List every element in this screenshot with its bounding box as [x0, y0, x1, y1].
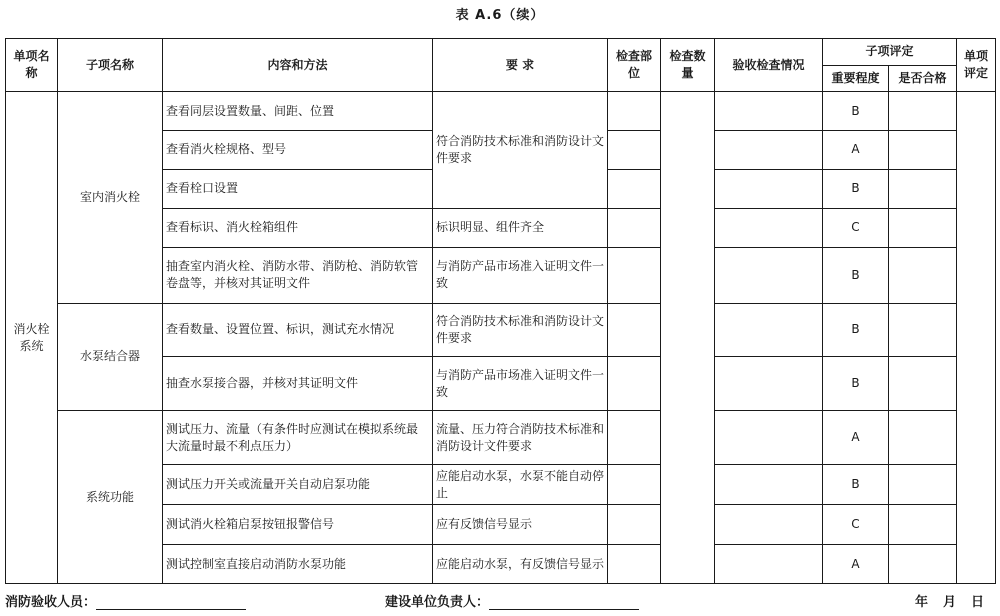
unit-name-cell: 消火栓系统 [6, 92, 58, 584]
header-requirement: 要 求 [433, 39, 608, 92]
inspector-signature-line[interactable] [96, 595, 246, 610]
qualified-cell [889, 92, 957, 131]
inspection-cell [715, 356, 823, 410]
requirement-cell: 应能启动水泵，水泵不能自动停止 [433, 465, 608, 505]
inspection-cell [715, 545, 823, 584]
requirement-cell: 符合消防技术标准和消防设计文件要求 [433, 303, 608, 356]
header-importance: 重要程度 [823, 65, 889, 92]
qualified-cell [889, 505, 957, 545]
requirement-cell: 符合消防技术标准和消防设计文件要求 [433, 92, 608, 209]
requirement-cell: 流量、压力符合消防技术标准和消防设计文件要求 [433, 411, 608, 465]
importance-cell: A [823, 545, 889, 584]
check-part-cell [608, 303, 661, 356]
header-unit-name: 单项名称 [6, 39, 58, 92]
content-cell: 测试消火栓箱启泵按钮报警信号 [163, 505, 433, 545]
inspection-cell [715, 465, 823, 505]
requirement-cell: 标识明显、组件齐全 [433, 208, 608, 247]
inspection-cell [715, 92, 823, 131]
qualified-cell [889, 356, 957, 410]
content-cell: 测试压力、流量（有条件时应测试在模拟系统最大流量时最不利点压力） [163, 411, 433, 465]
owner-label: 建设单位负责人： [385, 595, 490, 610]
check-part-cell [608, 505, 661, 545]
inspection-cell [715, 303, 823, 356]
header-sub-eval: 子项评定 [823, 39, 957, 66]
check-part-cell [608, 356, 661, 410]
content-cell: 查看数量、设置位置、标识，测试充水情况 [163, 303, 433, 356]
inspector-signature [5, 591, 246, 613]
content-cell: 抽查室内消火栓、消防水带、消防枪、消防软管卷盘等，并核对其证明文件 [163, 247, 433, 303]
qualified-cell [889, 303, 957, 356]
importance-cell: C [823, 505, 889, 545]
table-title: 表 A.6（续） [455, 8, 545, 23]
header-content: 内容和方法 [163, 39, 433, 92]
inspection-cell [715, 505, 823, 545]
header-sub-name: 子项名称 [58, 39, 163, 92]
content-cell: 查看栓口设置 [163, 169, 433, 208]
content-cell: 查看标识、消火栓箱组件 [163, 208, 433, 247]
importance-cell: A [823, 131, 889, 170]
content-cell: 测试压力开关或流量开关自动启泵功能 [163, 465, 433, 505]
qualified-cell [889, 169, 957, 208]
qualified-cell [889, 247, 957, 303]
check-part-cell [608, 169, 661, 208]
content-cell: 测试控制室直接启动消防水泵功能 [163, 545, 433, 584]
importance-cell: B [823, 465, 889, 505]
owner-signature [385, 591, 639, 613]
qualified-cell [889, 131, 957, 170]
owner-signature-line[interactable] [489, 595, 639, 610]
qualified-cell [889, 545, 957, 584]
inspector-label: 消防验收人员： [5, 595, 97, 610]
importance-cell: C [823, 208, 889, 247]
content-cell: 抽查水泵接合器，并核对其证明文件 [163, 356, 433, 410]
importance-cell: B [823, 247, 889, 303]
header-inspection: 验收检查情况 [715, 39, 823, 92]
header-check-part: 检查部位 [608, 39, 661, 92]
unit-eval-cell [957, 92, 996, 584]
importance-cell: B [823, 169, 889, 208]
inspection-cell [715, 208, 823, 247]
header-check-qty: 检查数量 [661, 39, 715, 92]
qualified-cell [889, 465, 957, 505]
importance-cell: B [823, 303, 889, 356]
check-qty-cell [661, 92, 715, 584]
qualified-cell [889, 208, 957, 247]
check-part-cell [608, 247, 661, 303]
group-name-indoor-hydrant: 室内消火栓 [58, 92, 163, 304]
date-field: 年 月 日 [915, 595, 986, 610]
importance-cell: B [823, 92, 889, 131]
inspection-cell [715, 131, 823, 170]
check-part-cell [608, 131, 661, 170]
requirement-cell: 应有反馈信号显示 [433, 505, 608, 545]
check-part-cell [608, 92, 661, 131]
importance-cell: B [823, 356, 889, 410]
group-name-pump-connector: 水泵结合器 [58, 303, 163, 410]
inspection-table [5, 38, 996, 584]
check-part-cell [608, 545, 661, 584]
inspection-cell [715, 169, 823, 208]
group-name-system-function: 系统功能 [58, 411, 163, 584]
qualified-cell [889, 411, 957, 465]
content-cell: 查看消火栓规格、型号 [163, 131, 433, 170]
header-unit-eval: 单项评定 [957, 39, 996, 92]
requirement-cell: 与消防产品市场准入证明文件一致 [433, 247, 608, 303]
content-cell: 查看同层设置数量、间距、位置 [163, 92, 433, 131]
inspection-cell [715, 247, 823, 303]
header-qualified: 是否合格 [889, 65, 957, 92]
requirement-cell: 应能启动水泵，有反馈信号显示 [433, 545, 608, 584]
check-part-cell [608, 411, 661, 465]
check-part-cell [608, 208, 661, 247]
importance-cell: A [823, 411, 889, 465]
check-part-cell [608, 465, 661, 505]
requirement-cell: 与消防产品市场准入证明文件一致 [433, 356, 608, 410]
inspection-cell [715, 411, 823, 465]
